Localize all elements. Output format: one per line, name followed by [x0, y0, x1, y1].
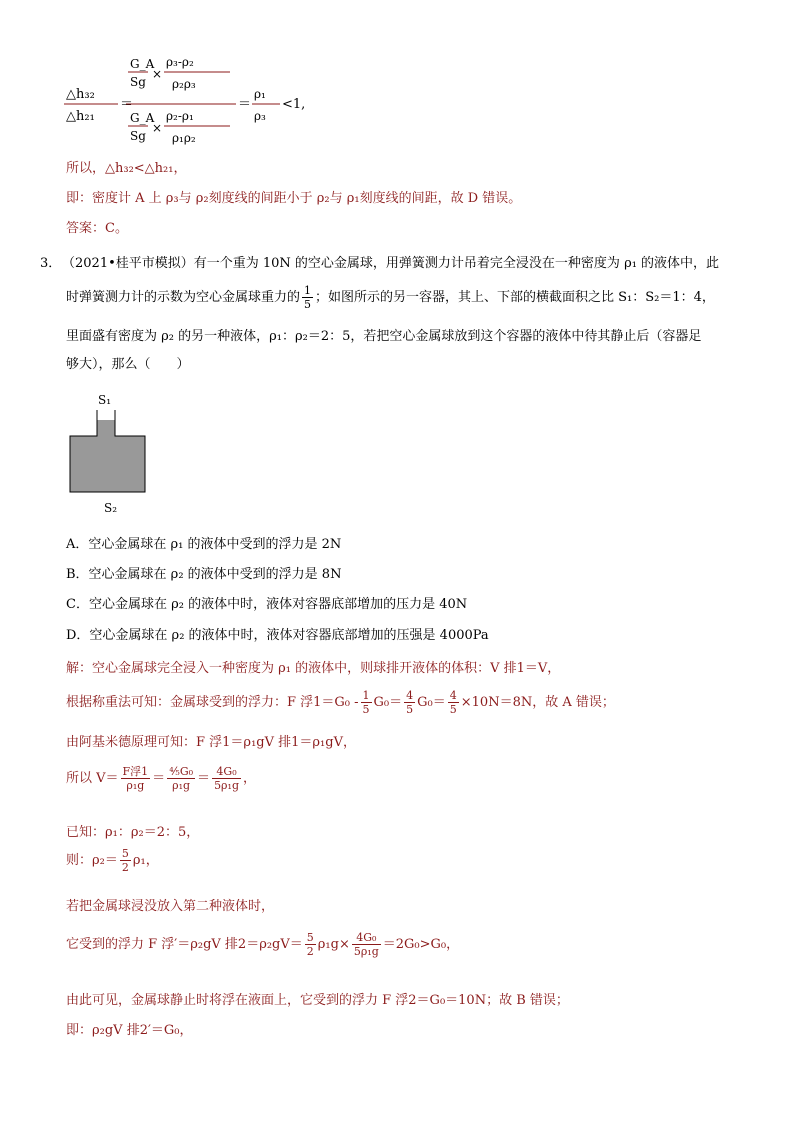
svg-text:×: ×	[152, 67, 163, 81]
question-number: 3．	[40, 256, 62, 271]
formula-svg	[62, 48, 392, 148]
option-d: D．空心金属球在 ρ₂ 的液体中时，液体对容器底部增加的压强是 4000Pa	[66, 628, 489, 643]
solution-line-3: 由阿基米德原理可知：F 浮1＝ρ₁gV 排1＝ρ₁gV，	[66, 735, 356, 750]
f1-den: ρ₂ρ₃	[172, 77, 196, 91]
solution-line-9: 由此可见，金属球静止时将浮在液面上，它受到的浮力 F 浮2＝G₀＝10N；故 B 错误；	[66, 993, 569, 1008]
f2-den: ρ₁ρ₂	[172, 131, 196, 145]
container-diagram	[60, 388, 160, 518]
rhs-num: ρ₁	[254, 87, 266, 101]
svg-text:＝: ＝	[238, 97, 252, 112]
solution-line-5: 已知：ρ₁：ρ₂＝2：5，	[66, 825, 200, 840]
container-figure	[60, 388, 160, 518]
sg-bot: Sg	[130, 129, 146, 143]
sg-top: Sg	[130, 75, 146, 89]
question-line-2: 时弹簧测力计的示数为空心金属球重力的 $\frac{1}{5}$ ；如图所示的另一容器，其上、下部的横截面积之比 S₁：S₂＝1：4，	[66, 283, 715, 311]
rhs-den: ρ₃	[254, 109, 266, 123]
prev-answer: 答案：C。	[66, 221, 128, 236]
s2-label: S₂	[104, 501, 118, 515]
container-neck	[97, 420, 115, 436]
ga-top: G_A	[130, 57, 155, 71]
ga-bot: G_A	[130, 111, 155, 125]
solution-line-2: 根据称重法可知：金属球受到的浮力：F 浮1＝G₀ - $\frac{1}{5}$ G₀＝ $\frac{4}{5}$ G₀＝ $\frac{4}{5}$ ×10N＝8N，故 A 错误；	[66, 688, 615, 716]
solution-line-6: 则：ρ₂＝ $\frac{5}{2}$ ρ₁，	[66, 846, 159, 874]
lhs-den: △h₂₁	[66, 109, 95, 124]
solution-line-7: 若把金属球浸没放入第二种液体时，	[66, 899, 275, 914]
option-b: B．空心金属球在 ρ₂ 的液体中受到的浮力是 8N	[66, 567, 342, 582]
question-line-3: 里面盛有密度为 ρ₂ 的另一种液体，ρ₁：ρ₂＝2：5，若把空心金属球放到这个容器的液体中待其静止后（容器足	[66, 329, 702, 344]
svg-text:＝: ＝	[120, 97, 134, 112]
question-line-1: （2021•桂平市模拟）有一个重为 10N 的空心金属球，用弹簧测力计吊着完全浸没在一种密度为 ρ₁ 的液体中，此	[62, 256, 720, 271]
solution-line-4: 所以 V＝ $\frac{\text{F浮1}}{\text{ρ₁g}}$ ＝ $\frac{\text{⁴⁄₅G₀}}{\text{ρ₁g}}$ ＝ $\frac{\text{4G₀}}{\text{5ρ₁g}}$ ，	[66, 764, 256, 792]
option-a: A．空心金属球在 ρ₁ 的液体中受到的浮力是 2N	[66, 537, 342, 552]
f2-num: ρ₂-ρ₁	[166, 109, 194, 123]
solution-line-8: 它受到的浮力 F 浮′＝ρ₂gV 排2＝ρ₂gV＝ $\frac{5}{2}$ ρ₁g× $\frac{\text{4G₀}}{\text{5ρ₁g}}$ ＝2G₀>G₀，	[66, 930, 460, 958]
question-line-4: 够大），那么（ ）	[66, 357, 190, 372]
lhs-num: △h₃₂	[66, 87, 95, 102]
s1-label: S₁	[98, 393, 112, 407]
prev-line-1: 所以，△h₃₂<△h₂₁，	[66, 161, 187, 176]
formula-tail: <1,	[282, 97, 306, 112]
solution-line-1: 解：空心金属球完全浸入一种密度为 ρ₁ 的液体中，则球排开液体的体积：V 排1＝V，	[66, 661, 561, 676]
option-c: C．空心金属球在 ρ₂ 的液体中时，液体对容器底部增加的压力是 40N	[66, 597, 468, 612]
solution-line-10: 即：ρ₂gV 排2′＝G₀，	[66, 1023, 193, 1038]
svg-text:×: ×	[152, 121, 163, 135]
container-liquid	[70, 436, 145, 492]
f1-num: ρ₃-ρ₂	[166, 55, 194, 69]
prev-line-2: 即：密度计 A 上 ρ₃与 ρ₂刻度线的间距小于 ρ₂与 ρ₁刻度线的间距，故 D 错误。	[66, 191, 522, 206]
